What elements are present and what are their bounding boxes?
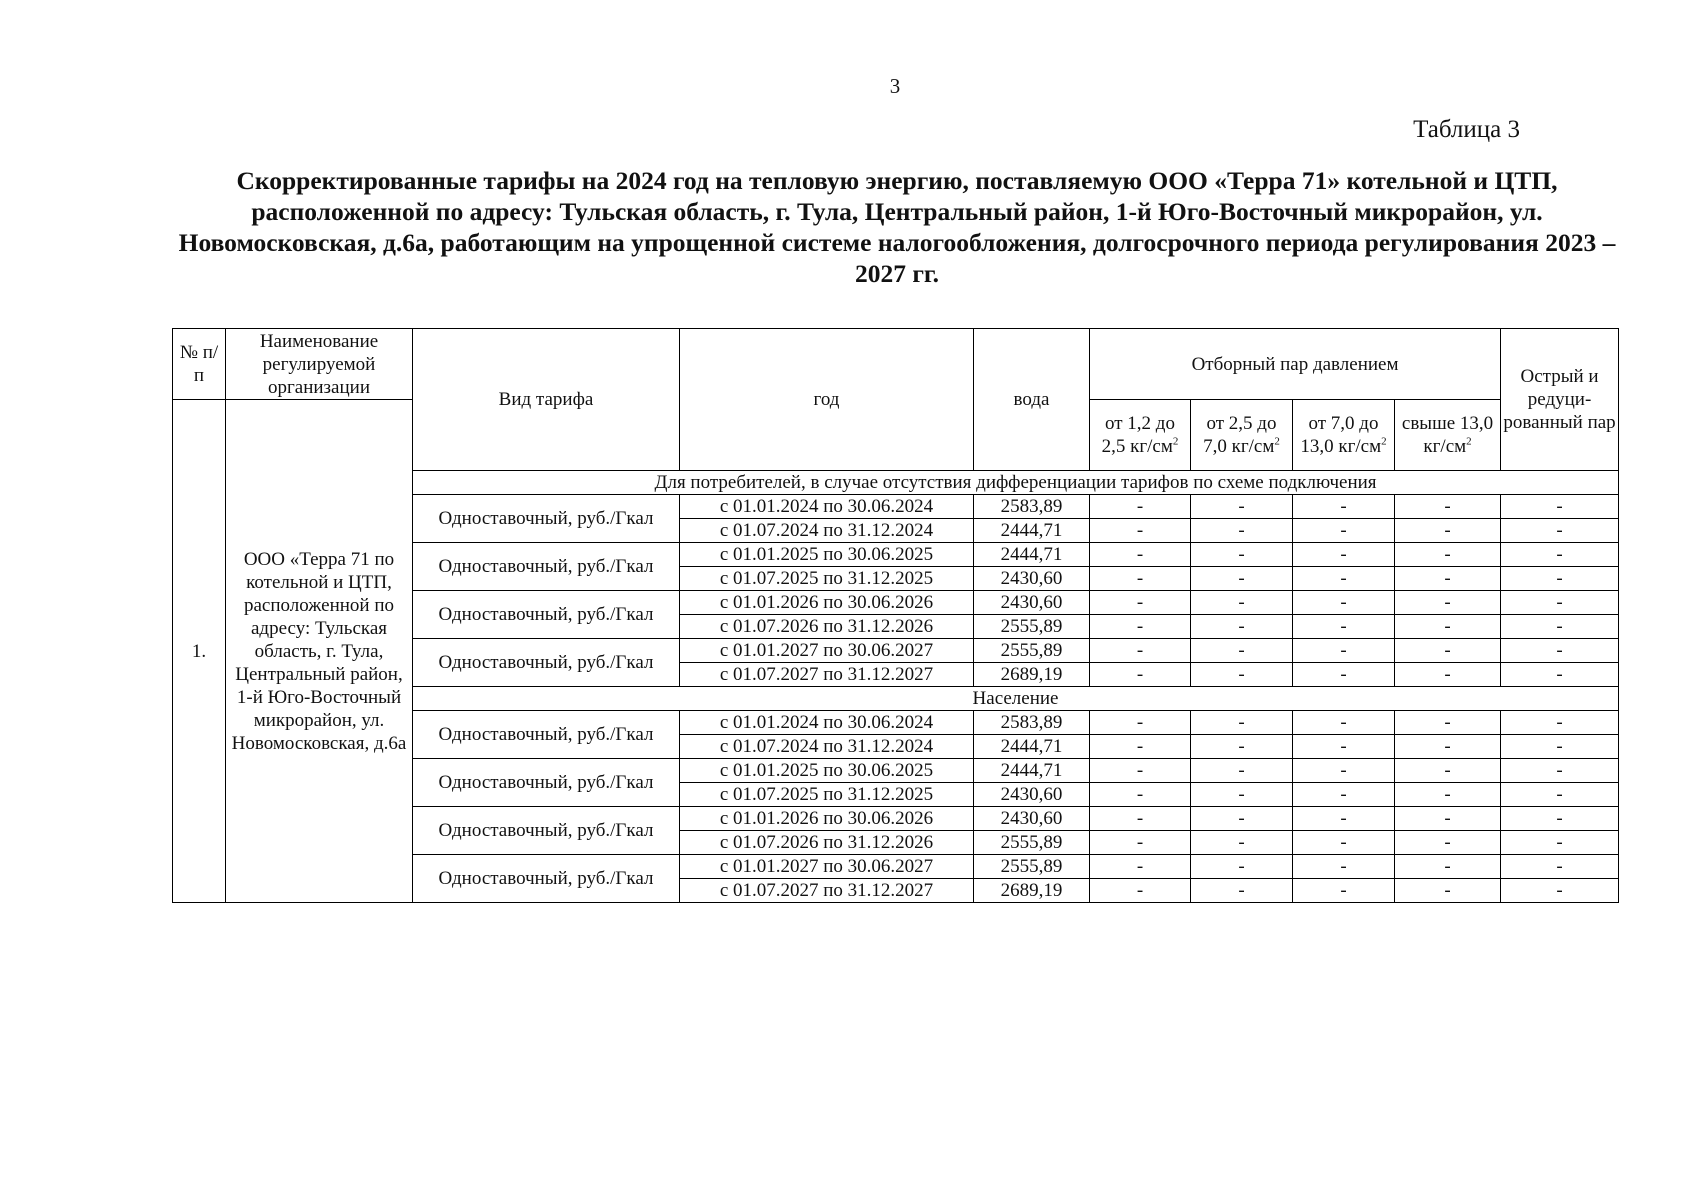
water-tariff-cell: 2444,71 xyxy=(974,519,1090,543)
period-cell: с 01.01.2025 по 30.06.2025 xyxy=(680,543,974,567)
header-water: вода xyxy=(974,329,1090,471)
water-tariff-cell: 2555,89 xyxy=(974,639,1090,663)
empty-value-cell: - xyxy=(1191,615,1293,639)
empty-value-cell: - xyxy=(1501,591,1619,615)
organization-name: ООО «Терра 71 по котельной и ЦТП, расположенной по адресу: Тульская область, г. Тула, Центральный район, 1-й Юго-Восточный микрорайон, ул. Новомосковская, д.6а xyxy=(226,400,413,903)
water-tariff-cell: 2555,89 xyxy=(974,855,1090,879)
table-label: Таблица 3 xyxy=(1413,116,1520,143)
empty-value-cell: - xyxy=(1293,615,1395,639)
water-tariff-cell: 2583,89 xyxy=(974,711,1090,735)
empty-value-cell: - xyxy=(1191,759,1293,783)
empty-value-cell: - xyxy=(1293,783,1395,807)
empty-value-cell: - xyxy=(1395,855,1501,879)
empty-value-cell: - xyxy=(1293,543,1395,567)
water-tariff-cell: 2430,60 xyxy=(974,783,1090,807)
tariff-type-cell: Одноставочный, руб./Гкал xyxy=(413,855,680,903)
empty-value-cell: - xyxy=(1501,879,1619,903)
header-tariff-type: Вид тарифа xyxy=(413,329,680,471)
empty-value-cell: - xyxy=(1191,591,1293,615)
row-number: 1. xyxy=(173,400,226,903)
header-year: год xyxy=(680,329,974,471)
tariff-type-cell: Одноставочный, руб./Гкал xyxy=(413,807,680,855)
empty-value-cell: - xyxy=(1293,639,1395,663)
empty-value-cell: - xyxy=(1191,519,1293,543)
empty-value-cell: - xyxy=(1395,879,1501,903)
empty-value-cell: - xyxy=(1090,615,1191,639)
tariff-type-cell: Одноставочный, руб./Гкал xyxy=(413,591,680,639)
water-tariff-cell: 2583,89 xyxy=(974,495,1090,519)
period-cell: с 01.07.2025 по 31.12.2025 xyxy=(680,567,974,591)
empty-value-cell: - xyxy=(1395,519,1501,543)
empty-value-cell: - xyxy=(1395,783,1501,807)
tariff-type-cell: Одноставочный, руб./Гкал xyxy=(413,543,680,591)
period-cell: с 01.07.2024 по 31.12.2024 xyxy=(680,519,974,543)
empty-value-cell: - xyxy=(1501,495,1619,519)
empty-value-cell: - xyxy=(1090,543,1191,567)
empty-value-cell: - xyxy=(1395,735,1501,759)
water-tariff-cell: 2430,60 xyxy=(974,591,1090,615)
empty-value-cell: - xyxy=(1395,711,1501,735)
empty-value-cell: - xyxy=(1501,855,1619,879)
empty-value-cell: - xyxy=(1395,639,1501,663)
empty-value-cell: - xyxy=(1090,567,1191,591)
empty-value-cell: - xyxy=(1090,855,1191,879)
empty-value-cell: - xyxy=(1501,783,1619,807)
water-tariff-cell: 2430,60 xyxy=(974,807,1090,831)
empty-value-cell: - xyxy=(1293,879,1395,903)
period-cell: с 01.07.2026 по 31.12.2026 xyxy=(680,831,974,855)
section-title: Население xyxy=(413,687,1619,711)
header-sharp-steam: Острый и редуци-рованный пар xyxy=(1501,329,1619,471)
empty-value-cell: - xyxy=(1395,591,1501,615)
empty-value-cell: - xyxy=(1501,735,1619,759)
header-steam-4: свыше 13,0 $кг/см^2$ xyxy=(1395,400,1501,471)
period-cell: с 01.01.2026 по 30.06.2026 xyxy=(680,807,974,831)
empty-value-cell: - xyxy=(1395,543,1501,567)
empty-value-cell: - xyxy=(1090,831,1191,855)
empty-value-cell: - xyxy=(1501,519,1619,543)
header-steam-2: от 2,5 до 7,0 $кг/см^2$ xyxy=(1191,400,1293,471)
empty-value-cell: - xyxy=(1090,639,1191,663)
page-number: 3 xyxy=(889,74,901,98)
empty-value-cell: - xyxy=(1501,639,1619,663)
empty-value-cell: - xyxy=(1395,567,1501,591)
empty-value-cell: - xyxy=(1293,759,1395,783)
period-cell: с 01.07.2025 по 31.12.2025 xyxy=(680,783,974,807)
empty-value-cell: - xyxy=(1501,567,1619,591)
empty-value-cell: - xyxy=(1501,615,1619,639)
tariff-type-cell: Одноставочный, руб./Гкал xyxy=(413,639,680,687)
empty-value-cell: - xyxy=(1501,711,1619,735)
header-num: № п/п xyxy=(173,329,226,400)
header-steam-group: Отборный пар давлением xyxy=(1090,329,1501,400)
empty-value-cell: - xyxy=(1191,831,1293,855)
empty-value-cell: - xyxy=(1501,543,1619,567)
empty-value-cell: - xyxy=(1501,663,1619,687)
tariff-type-cell: Одноставочный, руб./Гкал xyxy=(413,759,680,807)
empty-value-cell: - xyxy=(1293,711,1395,735)
header-org: Наименование регулируемой организации xyxy=(226,329,413,400)
empty-value-cell: - xyxy=(1090,783,1191,807)
empty-value-cell: - xyxy=(1501,759,1619,783)
header-steam-1: от 1,2 до 2,5 $кг/см^2$ xyxy=(1090,400,1191,471)
empty-value-cell: - xyxy=(1191,543,1293,567)
empty-value-cell: - xyxy=(1395,663,1501,687)
empty-value-cell: - xyxy=(1501,831,1619,855)
water-tariff-cell: 2444,71 xyxy=(974,759,1090,783)
water-tariff-cell: 2555,89 xyxy=(974,615,1090,639)
empty-value-cell: - xyxy=(1293,735,1395,759)
table-header-row xyxy=(173,329,1619,400)
period-cell: с 01.01.2025 по 30.06.2025 xyxy=(680,759,974,783)
empty-value-cell: - xyxy=(1191,567,1293,591)
empty-value-cell: - xyxy=(1395,831,1501,855)
empty-value-cell: - xyxy=(1293,807,1395,831)
empty-value-cell: - xyxy=(1191,663,1293,687)
period-cell: с 01.01.2024 по 30.06.2024 xyxy=(680,711,974,735)
empty-value-cell: - xyxy=(1191,879,1293,903)
empty-value-cell: - xyxy=(1191,855,1293,879)
empty-value-cell: - xyxy=(1090,663,1191,687)
tariff-type-cell: Одноставочный, руб./Гкал xyxy=(413,711,680,759)
period-cell: с 01.07.2027 по 31.12.2027 xyxy=(680,879,974,903)
water-tariff-cell: 2689,19 xyxy=(974,879,1090,903)
empty-value-cell: - xyxy=(1395,807,1501,831)
empty-value-cell: - xyxy=(1191,783,1293,807)
document-title: Скорректированные тарифы на 2024 год на тепловую энергию, поставляемую ООО «Терра 71» котельной и ЦТП, расположенной по адресу: Тульская область, г. Тула, Центральный район, 1-й Юго-Восточный микрорайон, ул. Новомосковская, д.6а, работающим на упрощенной системе налогообложения, долгосрочного периода регулирования 2023 – 2027 гг. xyxy=(178,166,1616,288)
water-tariff-cell: 2555,89 xyxy=(974,831,1090,855)
empty-value-cell: - xyxy=(1395,615,1501,639)
period-cell: с 01.01.2024 по 30.06.2024 xyxy=(680,495,974,519)
period-cell: с 01.01.2027 по 30.06.2027 xyxy=(680,855,974,879)
tariff-type-cell: Одноставочный, руб./Гкал xyxy=(413,495,680,543)
water-tariff-cell: 2444,71 xyxy=(974,735,1090,759)
empty-value-cell: - xyxy=(1293,495,1395,519)
empty-value-cell: - xyxy=(1395,759,1501,783)
water-tariff-cell: 2430,60 xyxy=(974,567,1090,591)
water-tariff-cell: 2444,71 xyxy=(974,543,1090,567)
empty-value-cell: - xyxy=(1090,519,1191,543)
period-cell: с 01.07.2026 по 31.12.2026 xyxy=(680,615,974,639)
empty-value-cell: - xyxy=(1191,711,1293,735)
empty-value-cell: - xyxy=(1090,495,1191,519)
empty-value-cell: - xyxy=(1293,855,1395,879)
empty-value-cell: - xyxy=(1293,663,1395,687)
empty-value-cell: - xyxy=(1090,759,1191,783)
period-cell: с 01.07.2027 по 31.12.2027 xyxy=(680,663,974,687)
empty-value-cell: - xyxy=(1191,807,1293,831)
empty-value-cell: - xyxy=(1191,639,1293,663)
period-cell: с 01.07.2024 по 31.12.2024 xyxy=(680,735,974,759)
empty-value-cell: - xyxy=(1293,519,1395,543)
empty-value-cell: - xyxy=(1293,591,1395,615)
empty-value-cell: - xyxy=(1501,807,1619,831)
empty-value-cell: - xyxy=(1090,711,1191,735)
water-tariff-cell: 2689,19 xyxy=(974,663,1090,687)
header-steam-3: от 7,0 до 13,0 $кг/см^2$ xyxy=(1293,400,1395,471)
empty-value-cell: - xyxy=(1090,735,1191,759)
empty-value-cell: - xyxy=(1090,591,1191,615)
empty-value-cell: - xyxy=(1395,495,1501,519)
empty-value-cell: - xyxy=(1090,879,1191,903)
period-cell: с 01.01.2027 по 30.06.2027 xyxy=(680,639,974,663)
period-cell: с 01.01.2026 по 30.06.2026 xyxy=(680,591,974,615)
empty-value-cell: - xyxy=(1191,495,1293,519)
empty-value-cell: - xyxy=(1090,807,1191,831)
empty-value-cell: - xyxy=(1293,567,1395,591)
tariff-table xyxy=(172,328,1619,903)
empty-value-cell: - xyxy=(1293,831,1395,855)
section-title: Для потребителей, в случае отсутствия дифференциации тарифов по схеме подключения xyxy=(413,471,1619,495)
empty-value-cell: - xyxy=(1191,735,1293,759)
